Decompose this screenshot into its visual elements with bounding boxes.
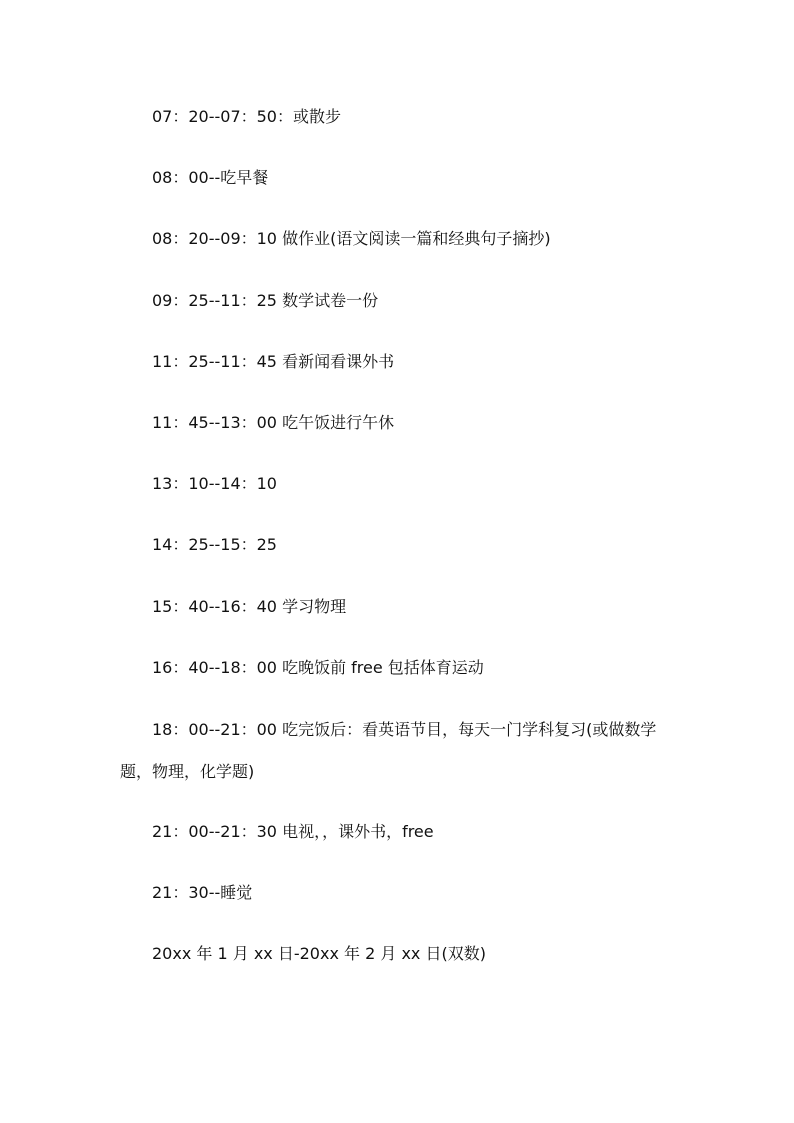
schedule-line-8: 14：25--15：25 [152,535,277,554]
schedule-line-6: 11：45--13：00 吃午饭进行午休 [152,413,395,432]
schedule-line-2: 08：00--吃早餐 [152,168,269,187]
schedule-line-12: 21：00--21：30 电视，，课外书，free [152,822,434,841]
schedule-line-13: 21：30--睡觉 [152,883,253,902]
schedule-line-4: 09：25--11：25 数学试卷一份 [152,291,379,310]
schedule-line-5: 11：25--11：45 看新闻看课外书 [152,352,395,371]
date-range-line: 20xx 年 1 月 xx 日-20xx 年 2 月 xx 日(双数) [152,944,486,963]
schedule-line-11: 18：00--21：00 吃完饭后：看英语节目，每天一门学科复习(或做数学题，物理，化学题) [120,720,657,781]
schedule-line-1: 07：20--07：50：或散步 [152,107,341,126]
schedule-line-9: 15：40--16：40 学习物理 [152,597,347,616]
schedule-line-3: 08：20--09：10 做作业(语文阅读一篇和经典句子摘抄) [152,229,551,248]
schedule-line-10: 16：40--18：00 吃晚饭前 free 包括体育运动 [152,658,484,677]
schedule-line-7: 13：10--14：10 [152,474,277,493]
